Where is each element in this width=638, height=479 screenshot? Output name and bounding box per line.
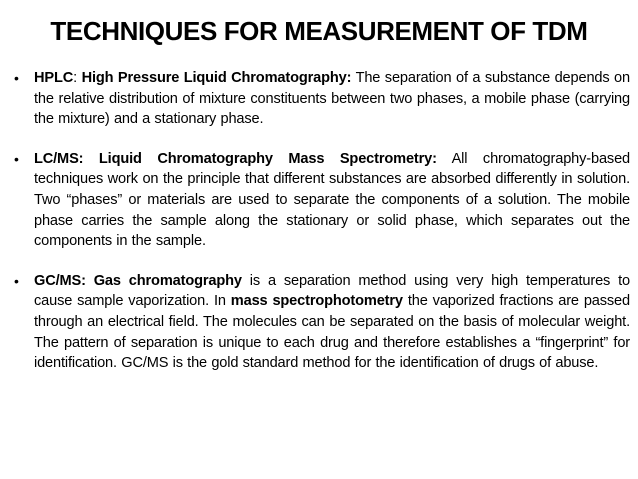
bullet-text-gcms-2: the vaporized fractions are passed through an electrical field. The molecules can be separated on the basis of molecular weight. The pattern of separation is unique to each drug and therefore establishes a “fingerprint” for identification. GC/MS is the gold standard method for the identification of drugs of abuse.	[34, 293, 630, 372]
term-lcms: LC/MS: Liquid Chromatography Mass Spectrometry:	[34, 150, 437, 167]
term-separator: :	[73, 70, 82, 86]
bullet-text-hplc: The separation of a substance depends on the relative distribution of mixture constituents between two phases, a mobile phase (carrying the mixture) and a stationary phase.	[34, 70, 630, 128]
bullet-lcms	[14, 149, 630, 252]
bullet-dot-icon: •	[14, 272, 19, 289]
bullet-hplc	[14, 68, 630, 130]
term-gcms: GC/MS: Gas chromatography	[34, 272, 242, 289]
term-hplc: HPLC	[34, 70, 74, 86]
bullet-gcms	[14, 271, 630, 374]
bullet-dot-icon: •	[14, 150, 19, 167]
term-mass-spectrophotometry: mass spectrophotometry	[230, 293, 403, 310]
bullet-list	[14, 68, 630, 374]
bullet-dot-icon: •	[14, 70, 19, 86]
bullet-text-lcms: All chromatography-based techniques work on the principle that different substances are absorbed differently in solution. Two “phases” or materials are used to separate the components of a solution. The mobile phase carries the sample along the stationary or solid phase, which separates out the components in the sample.	[34, 150, 631, 250]
slide-title: TECHNIQUES FOR MEASUREMENT OF TDM	[50, 16, 588, 46]
term-hplc-full: High Pressure Liquid Chromatography:	[81, 70, 352, 86]
bullet-text-gcms-1: is a separation method using very high temperatures to cause sample vaporization. In	[34, 272, 630, 310]
